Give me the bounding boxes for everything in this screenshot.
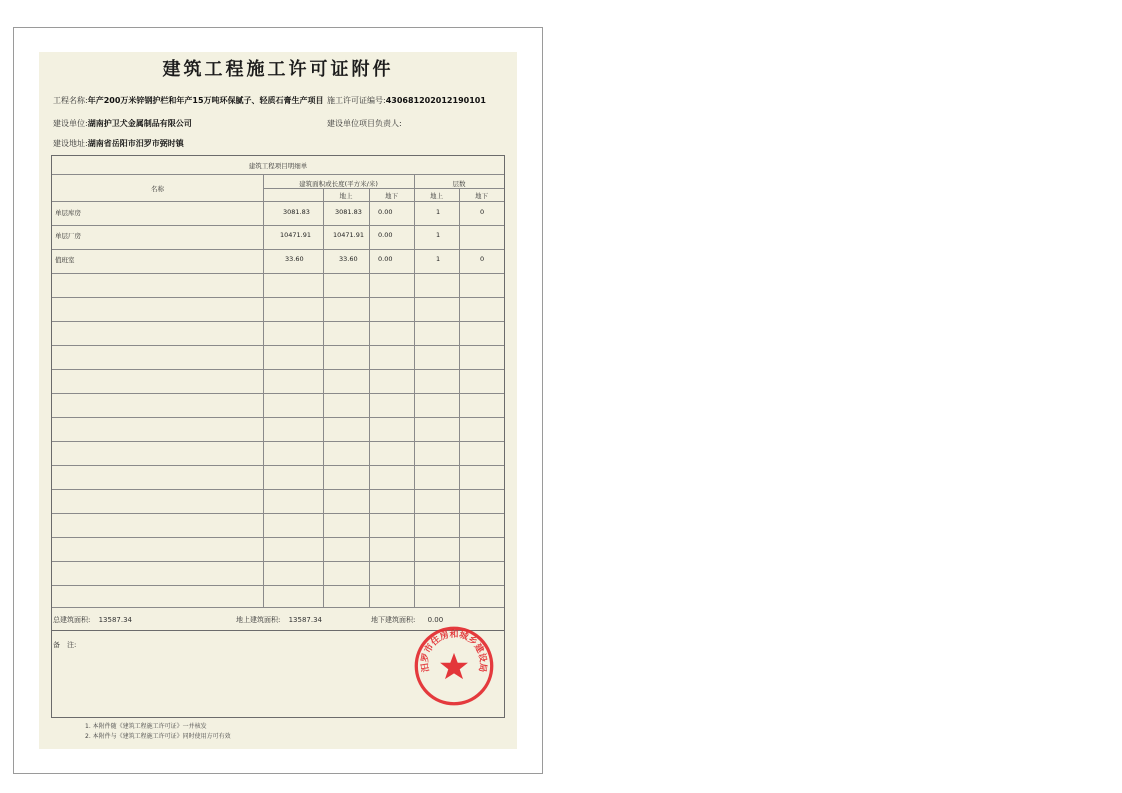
table-col-rule (323, 188, 324, 607)
table-col-rule (369, 188, 370, 607)
row-3-name: 值班室 (55, 256, 75, 264)
permit-label: 施工许可证编号: (327, 96, 386, 105)
table-caption: 建筑工程项目明细单 (248, 162, 308, 170)
col-header-name: 名称 (151, 185, 164, 193)
table-row-rule (52, 345, 504, 346)
address-line (53, 138, 184, 149)
above-area-line (236, 615, 322, 625)
col-header-floor-below: 地下 (475, 192, 488, 200)
row-1-above: 3081.83 (335, 208, 362, 216)
below-area-line (371, 615, 443, 625)
row-2-name: 单层厂房 (55, 232, 81, 240)
table-row-rule (52, 321, 504, 322)
table-col-rule (459, 188, 460, 607)
total-area-line (53, 615, 132, 625)
row-3-total: 33.60 (285, 255, 304, 263)
row-1-total: 3081.83 (283, 208, 310, 216)
table-row-rule (52, 465, 504, 466)
table-row-rule (52, 369, 504, 370)
permit-value: 430681202012190101 (385, 96, 486, 105)
table-row-rule (52, 417, 504, 418)
table-rule (52, 607, 504, 608)
table-row-rule (52, 249, 504, 250)
address-value: 湖南省岳阳市汨罗市弼时镇 (87, 139, 184, 148)
seal-text: 汨罗市住房和城乡建设局 (420, 629, 488, 673)
row-3-floor-below: 0 (480, 255, 485, 263)
note-2: 2. 本附件与《建筑工程施工许可证》同时使用方可有效 (85, 733, 231, 740)
row-2-above: 10471.91 (333, 231, 365, 239)
table-row-rule (52, 225, 504, 226)
note-1: 1. 本附件随《建筑工程施工许可证》一并核发 (85, 723, 207, 730)
col-header-area-below: 地下 (385, 192, 398, 200)
table-row-rule (52, 393, 504, 394)
project-line (53, 95, 324, 106)
table-row-rule (52, 489, 504, 490)
table-row-rule (52, 537, 504, 538)
document-title: 建筑工程施工许可证附件 (162, 59, 394, 80)
col-header-floors: 层数 (452, 180, 466, 188)
table-row-rule (52, 273, 504, 274)
builder-line (53, 118, 192, 129)
col-header-floor-above: 地上 (430, 192, 443, 200)
project-label: 工程名称: (53, 96, 88, 105)
official-seal-stamp (413, 625, 495, 707)
row-2-floor-above: 1 (436, 231, 441, 239)
col-header-area-above: 地上 (339, 192, 353, 200)
table-col-rule (414, 174, 415, 607)
remark-label: 备 注: (53, 641, 77, 649)
below-area-value: 0.00 (427, 616, 444, 624)
table-row-rule (52, 585, 504, 586)
project-detail-table (51, 155, 505, 631)
table-rule (52, 174, 504, 175)
table-row-rule (52, 513, 504, 514)
col-header-area: 建筑面积或长度(平方米/米) (299, 180, 378, 188)
row-2-below: 0.00 (378, 231, 393, 239)
permit-line (327, 95, 486, 106)
builder-value: 湖南护卫犬金属制品有限公司 (87, 119, 192, 128)
row-1-floor-above: 1 (436, 208, 441, 216)
table-row-rule (52, 297, 504, 298)
total-area-value: 13587.34 (98, 616, 132, 624)
table-row-rule (52, 561, 504, 562)
table-row-rule (52, 441, 504, 442)
table-rule (263, 188, 504, 189)
row-3-floor-above: 1 (436, 255, 441, 263)
builder-label: 建设单位: (53, 119, 88, 128)
leader-line (327, 118, 402, 129)
address-label: 建设地址: (53, 139, 88, 148)
total-area-label: 总建筑面积: (53, 616, 91, 624)
row-3-below: 0.00 (378, 255, 393, 263)
below-area-label: 地下建筑面积: (371, 616, 416, 624)
row-1-floor-below: 0 (480, 208, 485, 216)
project-value: 年产200万米锌钢护栏和年产15万吨环保腻子、轻质石膏生产项目 (87, 96, 324, 105)
row-3-above: 33.60 (339, 255, 358, 263)
leader-label: 建设单位项目负责人: (327, 119, 402, 128)
row-1-below: 0.00 (378, 208, 393, 216)
above-area-value: 13587.34 (288, 616, 322, 624)
table-col-rule (263, 174, 264, 607)
row-2-total: 10471.91 (280, 231, 312, 239)
above-area-label: 地上建筑面积: (236, 616, 281, 624)
table-rule (52, 201, 504, 202)
row-1-name: 单层库房 (55, 209, 81, 217)
